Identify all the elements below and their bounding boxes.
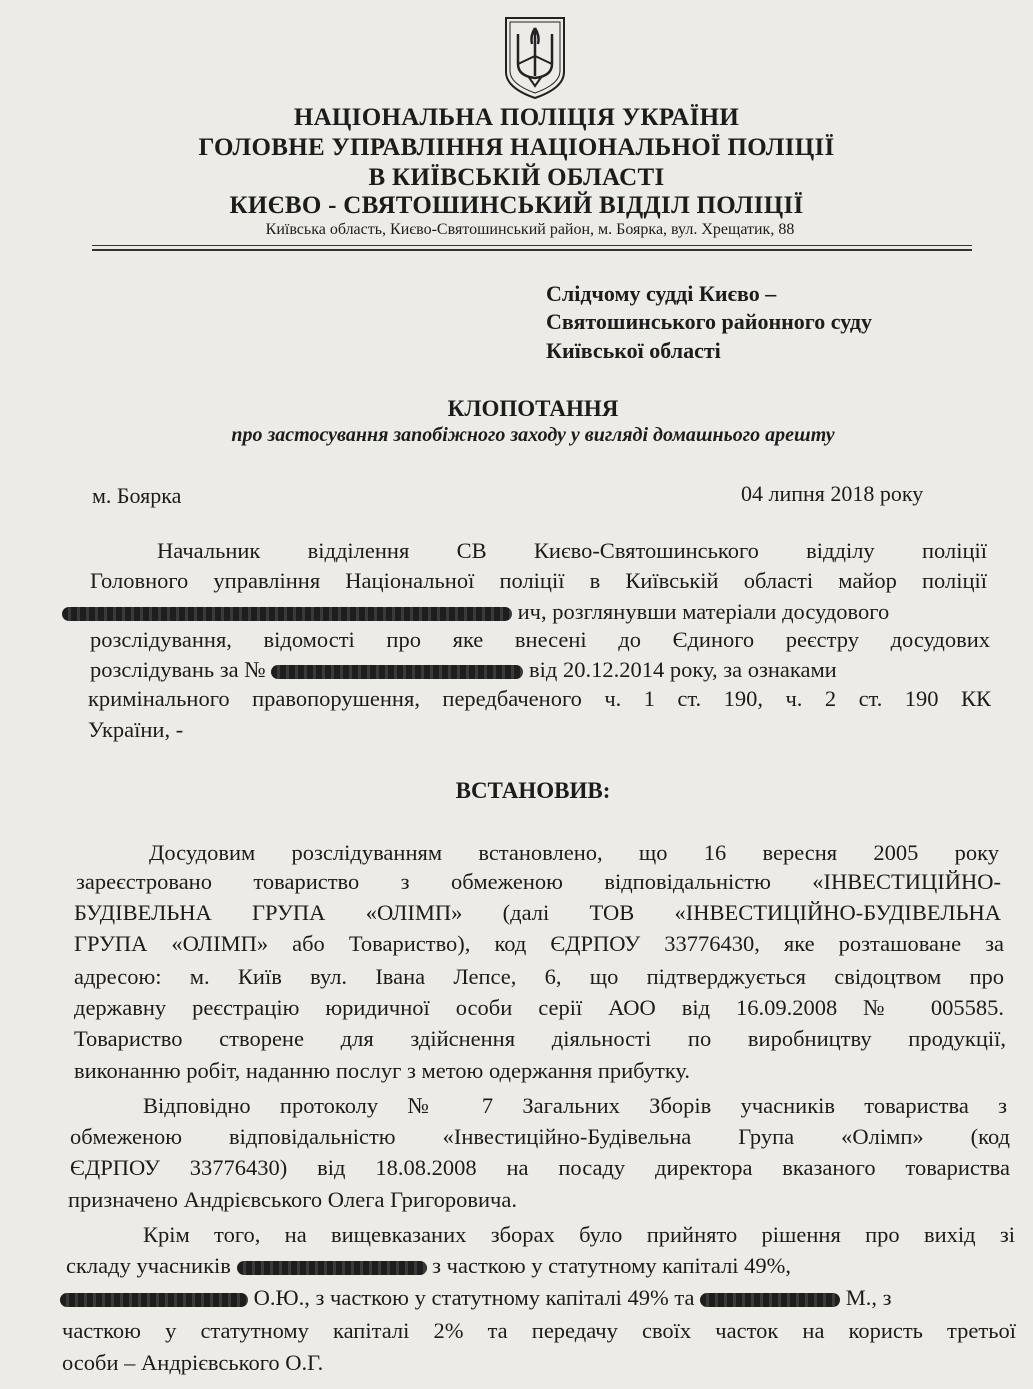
document-subtitle: про застосування запобіжного заходу у вигляді домашнього арешту bbox=[231, 424, 835, 446]
para4-line-2: складу учасників з часткою у статутному капіталі 49%, bbox=[66, 1253, 792, 1278]
para2-line-3: БУДІВЕЛЬНА ГРУПА «ОЛІМП» (далі ТОВ «ІНВЕСТИЦІЙНО-БУДІВЕЛЬНА bbox=[74, 900, 1001, 925]
document-title: КЛОПОТАННЯ bbox=[447, 396, 619, 421]
trident-emblem-icon bbox=[500, 14, 570, 100]
recipient-line-2: Святошинського районного суду bbox=[546, 309, 872, 334]
para2-line-5: адресою: м. Київ вул. Івана Лепсе, 6, що підтверджується свідоцтвом про bbox=[74, 964, 1004, 989]
header-divider-thick bbox=[92, 249, 972, 251]
header-line-2: ГОЛОВНЕ УПРАВЛІННЯ НАЦІОНАЛЬНОЇ ПОЛІЦІЇ bbox=[198, 134, 835, 161]
para2-line-8: виконанню робіт, наданню послуг з метою одержання прибутку. bbox=[74, 1058, 691, 1083]
recipient-line-1: Слідчому судді Києво – bbox=[546, 281, 777, 306]
para1-line-3: ич, розглянувши матеріали досудового bbox=[62, 599, 990, 625]
para3-line-1: Відповідно протоколу № 7 Загальних Зборів учасників товариства з bbox=[143, 1093, 1007, 1118]
document-place: м. Боярка bbox=[92, 483, 182, 508]
recipient-line-3: Київської області bbox=[546, 338, 721, 363]
para2-line-2: зареєстровано товариство з обмеженою відповідальністю «ІНВЕСТИЦІЙНО- bbox=[76, 869, 1001, 894]
para4-line-5: особи – Андрієвського О.Г. bbox=[62, 1350, 324, 1375]
header-divider bbox=[92, 245, 972, 246]
document-date: 04 липня 2018 року bbox=[741, 481, 924, 506]
para2-line-4: ГРУПА «ОЛІМП» або Товариство), код ЄДРПОУ 33776430, яке розташоване за bbox=[74, 931, 1004, 956]
para4-line-4: часткою у статутному капіталі 2% та передачу своїх часток на користь третьої bbox=[62, 1318, 1016, 1343]
para2-line-7: Товариство створене для здійснення діяльності по виробництву продукції, bbox=[74, 1026, 1006, 1051]
redacted-case-number bbox=[271, 665, 523, 679]
para3-line-4: призначено Андрієвського Олега Григоровича. bbox=[68, 1187, 517, 1212]
redacted-name bbox=[237, 1261, 427, 1275]
para3-line-2: обмеженою відповідальністю «Інвестиційно-Будівельна Група «Олімп» (код bbox=[70, 1124, 1010, 1149]
header-line-1: НАЦІОНАЛЬНА ПОЛІЦІЯ УКРАЇНИ bbox=[293, 104, 740, 131]
redacted-name bbox=[700, 1293, 840, 1307]
header-line-3: В КИЇВСЬКІЙ ОБЛАСТІ bbox=[368, 164, 665, 191]
para2-line-6: державну реєстрацію юридичної особи серії АОО від 16.09.2008 № 005585. bbox=[74, 995, 1004, 1020]
header-address: Київська область, Києво-Святошинський район, м. Боярка, вул. Хрещатик, 88 bbox=[265, 221, 795, 238]
para1-line-4: розслідування, відомості про яке внесені до Єдиного реєстру досудових bbox=[90, 627, 990, 652]
para4-line-1: Крім того, на вищевказаних зборах було прийнято рішення про вихід зі bbox=[143, 1222, 1015, 1247]
header-line-4: КИЄВО - СВЯТОШИНСЬКИЙ ВІДДІЛ ПОЛІЦІЇ bbox=[229, 192, 804, 219]
para1-line-2: Головного управління Національної поліції в Київській області майор поліції bbox=[90, 568, 987, 593]
para4-line-3: О.Ю., з часткою у статутному капіталі 49% та М., з bbox=[60, 1285, 1018, 1311]
para2-line-1: Досудовим розслідуванням встановлено, що 16 вересня 2005 року bbox=[149, 840, 999, 865]
redacted-name bbox=[62, 607, 512, 621]
para1-line-6: кримінального правопорушення, передбаченого ч. 1 ст. 190, ч. 2 ст. 190 КК bbox=[88, 686, 991, 711]
section-heading: ВСТАНОВИВ: bbox=[455, 778, 611, 803]
para1-line-7: України, - bbox=[88, 717, 184, 742]
para1-line-1: Начальник відділення СВ Києво-Святошинського відділу поліції bbox=[157, 538, 987, 563]
para1-line-5: розслідувань за № від 20.12.2014 року, за ознаками bbox=[90, 657, 837, 682]
para3-line-3: ЄДРПОУ 33776430) від 18.08.2008 на посаду директора вказаного товариства bbox=[70, 1155, 1010, 1180]
redacted-name bbox=[60, 1293, 248, 1307]
